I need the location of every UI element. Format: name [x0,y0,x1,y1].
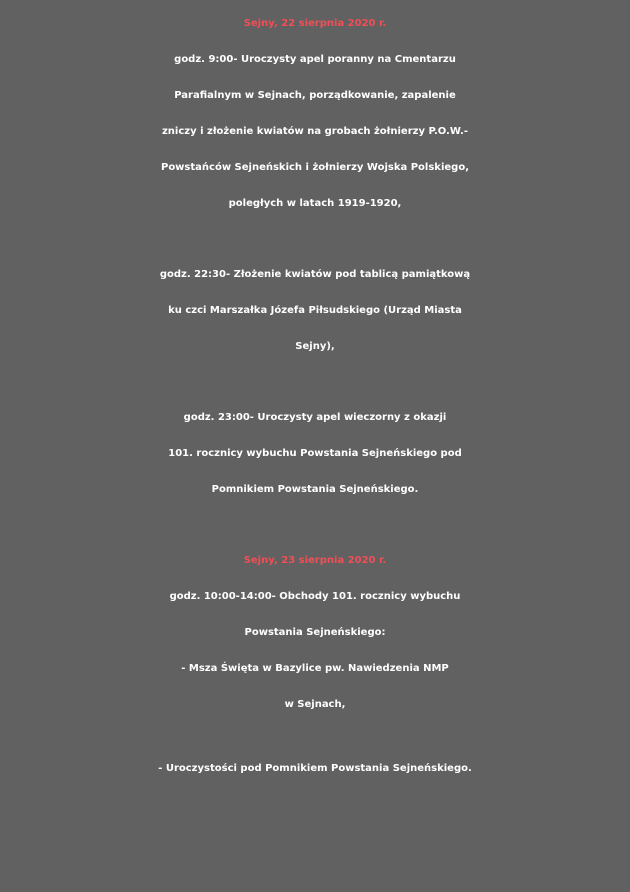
event-line: godz. 23:00- Uroczysty apel wieczorny z okazji [183,412,447,423]
day-1-event-2 [0,257,630,365]
event-line: zniczy i złożenie kwiatów na grobach żołnierzy P.O.W.- [161,126,469,137]
event-line: w Sejnach, [284,699,346,710]
event-line: Sejny), [295,341,335,352]
spacer [0,723,630,751]
event-line: 101. rocznicy wybuchu Powstania Sejneńskiego pod [168,448,462,459]
day-1-heading: Sejny, 22 sierpnia 2020 r. [243,18,387,29]
spacer [0,222,630,257]
event-line: Powstańców Sejneńskich i żołnierzy Wojska Polskiego, [160,162,469,173]
day-2-event-1 [0,579,630,723]
spacer [0,365,630,400]
event-line: godz. 10:00-14:00- Obchody 101. rocznicy wybuchu [169,591,461,602]
event-line: - Uroczystości pod Pomnikiem Powstania Sejneńskiego. [158,763,472,774]
day-1-event-3 [0,400,630,508]
event-line: Pomnikiem Powstania Sejneńskiego. [211,484,419,495]
day-2-heading: Sejny, 23 sierpnia 2020 r. [243,555,387,566]
event-line: godz. 22:30- Złożenie kwiatów pod tablicą pamiątkową [159,269,471,280]
spacer [0,508,630,543]
event-line: - Msza Święta w Bazylice pw. Nawiedzenia NMP [181,663,449,674]
day-1-event-1 [0,42,630,222]
day-2-event-2 [0,751,630,787]
event-line: godz. 9:00- Uroczysty apel poranny na Cmentarzu [174,54,456,65]
event-line: Powstania Sejneńskiego: [244,627,386,638]
event-line: ku czci Marszałka Józefa Piłsudskiego (Urząd Miasta [168,305,462,316]
event-line: Parafialnym w Sejnach, porządkowanie, zapalenie [174,90,456,101]
event-line: poległych w latach 1919-1920, [228,198,402,209]
